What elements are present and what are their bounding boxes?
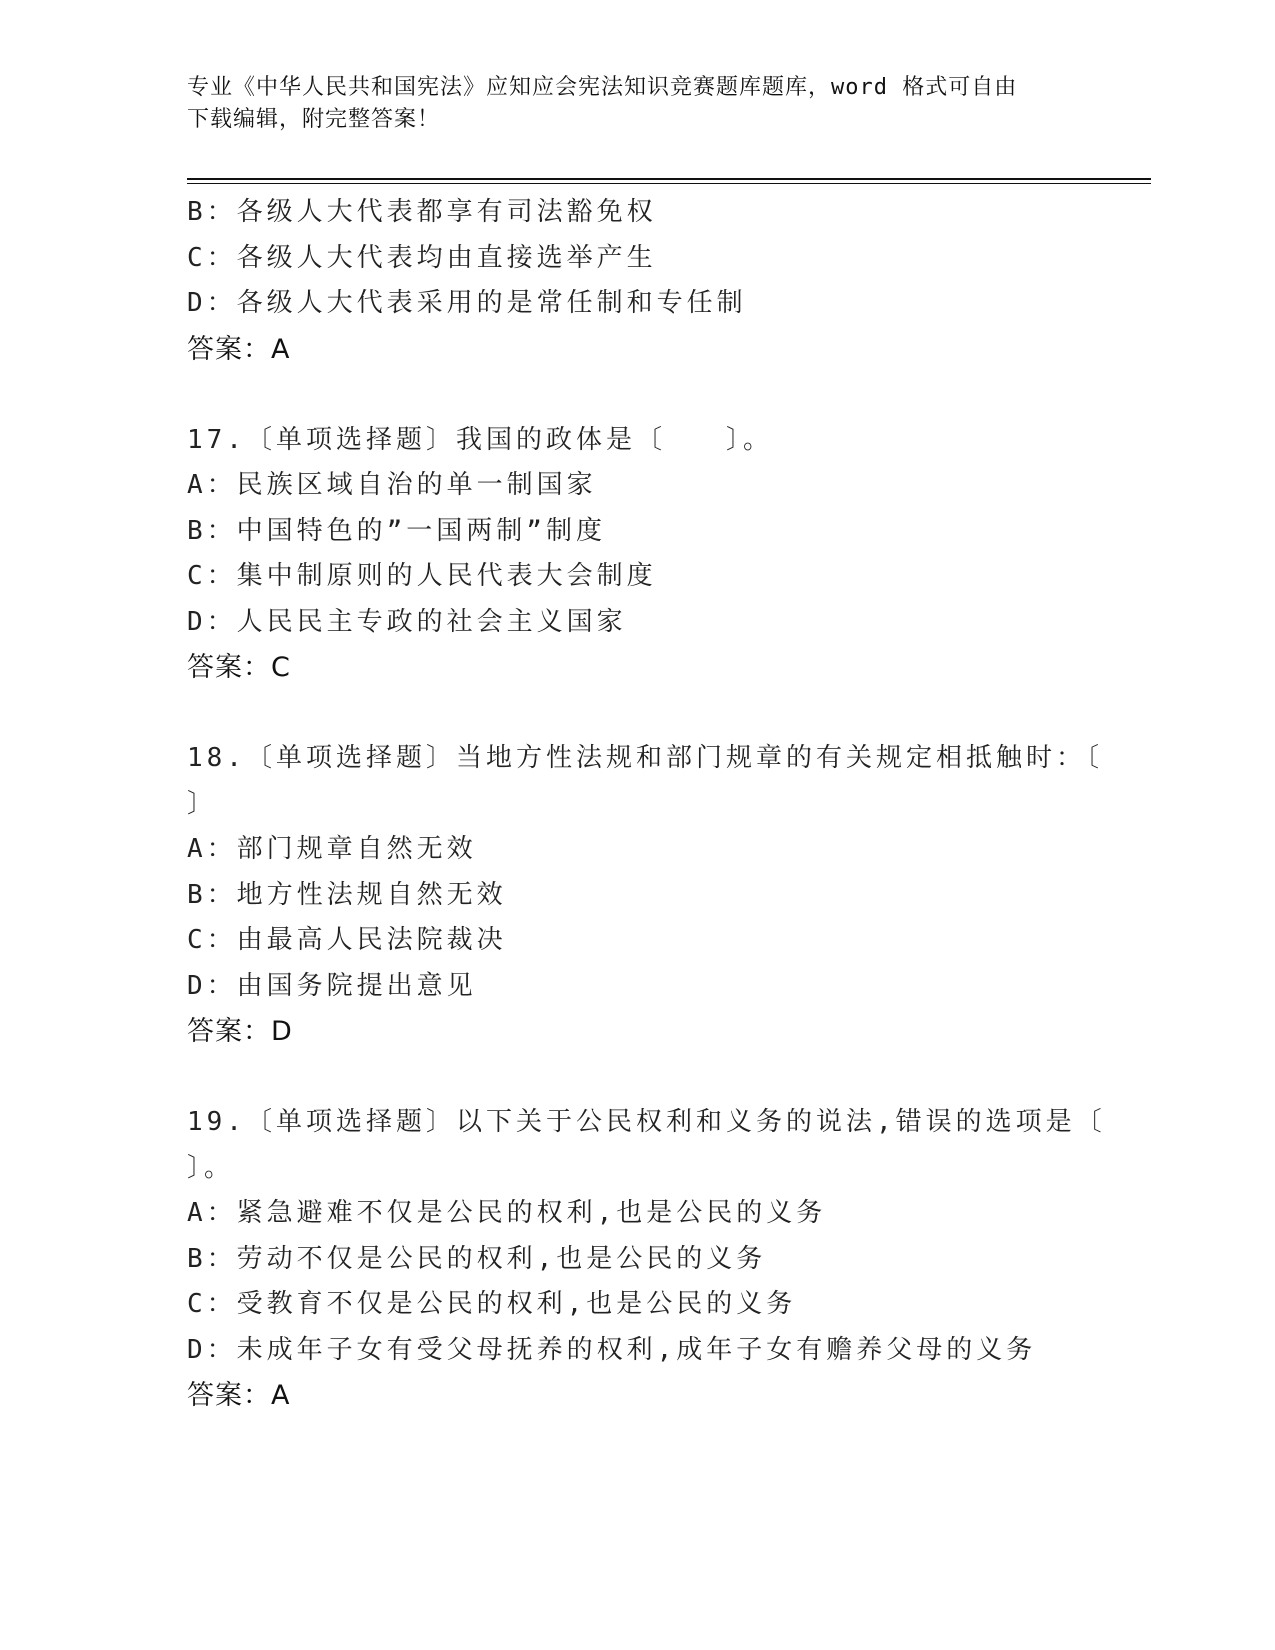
option-c: C：受教育不仅是公民的权利,也是公民的义务: [187, 1289, 797, 1319]
question-18: [187, 736, 1103, 1055]
answer: 答案：C: [187, 652, 291, 683]
option-c: C：由最高人民法院裁决: [187, 925, 507, 955]
option-c: C：集中制原则的人民代表大会制度: [187, 561, 657, 591]
page-header: [187, 72, 1067, 136]
header-line-1: 专业《中华人民共和国宪法》应知应会宪法知识竞赛题库题库，word 格式可自由: [187, 75, 1018, 100]
question-17: [187, 418, 1087, 691]
header-line-2: 下载编辑，附完整答案！: [187, 107, 441, 132]
question-19: [187, 1100, 1106, 1419]
option-d: D：未成年子女有受父母抚养的权利,成年子女有赡养父母的义务: [187, 1334, 1037, 1365]
spacer: [187, 372, 1087, 418]
option-c: C：各级人大代表均由直接选举产生: [187, 242, 657, 273]
spacer: [187, 1055, 1087, 1101]
option-d: D：由国务院提出意见: [187, 970, 477, 1001]
question-stem-continued: 〕。: [187, 1152, 235, 1183]
question-16-tail: [187, 190, 1087, 372]
question-stem: 17.〔单项选择题〕我国的政体是〔 〕。: [187, 424, 773, 455]
option-d: D：人民民主专政的社会主义国家: [187, 606, 627, 637]
option-a: A：民族区域自治的单一制国家: [187, 470, 597, 500]
option-b: B：各级人大代表都享有司法豁免权: [187, 197, 657, 227]
question-list: [187, 190, 1106, 1419]
option-b: B：地方性法规自然无效: [187, 879, 507, 910]
question-stem: 19.〔单项选择题〕以下关于公民权利和义务的说法,错误的选项是〔: [187, 1107, 1106, 1137]
option-a: A：紧急避难不仅是公民的权利,也是公民的义务: [187, 1198, 827, 1228]
question-stem-continued: 〕: [187, 788, 218, 819]
answer: 答案：D: [187, 1016, 293, 1047]
spacer: [187, 691, 1087, 737]
header-divider: [187, 178, 1151, 180]
option-d: D：各级人大代表采用的是常任制和专任制: [187, 288, 747, 318]
header-divider-thin: [187, 183, 1151, 184]
answer: 答案：A: [187, 333, 291, 365]
answer: 答案：A: [187, 1380, 291, 1411]
question-stem: 18.〔单项选择题〕当地方性法规和部门规章的有关规定相抵触时：〔: [187, 743, 1103, 773]
option-b: B：劳动不仅是公民的权利,也是公民的义务: [187, 1243, 767, 1274]
option-a: A：部门规章自然无效: [187, 834, 477, 864]
option-b: B：中国特色的”一国两制”制度: [187, 515, 606, 546]
